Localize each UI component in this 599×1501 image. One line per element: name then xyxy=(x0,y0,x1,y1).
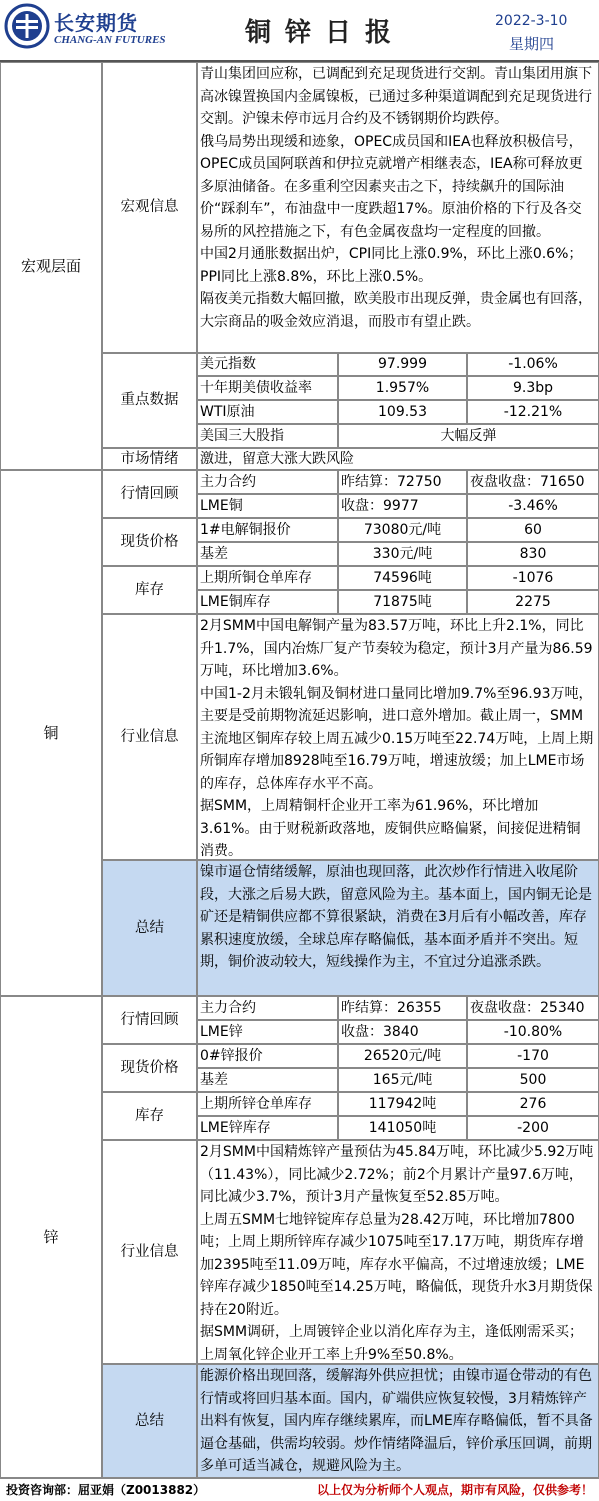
table-cell: 主力合约 xyxy=(197,996,338,1020)
table-cell: 1#电解铜报价 xyxy=(197,518,338,542)
table-cell: 830 xyxy=(467,542,599,566)
report-title: 铜锌日报 xyxy=(245,18,406,48)
key-data-name: 美国三大股指 xyxy=(197,424,338,448)
copper-summary-paragraph: 镍市逼仓情绪缓解，原油也现回落，此次炒作行情进入收尾阶段，大涨之后易大跌，留意风险为主。基本面上，国内铜无论是矿还是精铜供应都不算很紧缺，消费在3月后有小幅改善，库存累积速度放缓，全球总库存略偏低，基本面矛盾并不突出。短期，铜价波动较大，短线操作为主，不宜过分追涨杀跌。 xyxy=(200,864,592,970)
table-cell: 330元/吨 xyxy=(338,542,467,566)
zinc-industry-paragraph: 上周五SMM七地锌锭库存总量为28.42万吨，环比增加7800吨；上周上期所锌库存减少1075吨至17.17万吨，期货库存增加2395吨至11.09万吨，库存水平偏高，不过增速放缓；LME锌库存减少1850吨至14.25万吨，略偏低，现货升水3月期货保持在20附近。 xyxy=(200,1211,593,1318)
copper-industry-paragraph: 2月SMM中国电解铜产量为83.57万吨，环比上升2.1%，同比升1.7%，国内冶炼厂复产节奏较为稳定，预计3月产量为86.59万吨，环比增加3.6%。 xyxy=(200,618,593,679)
table-cell: 0#锌报价 xyxy=(197,1044,338,1068)
macro-info-text xyxy=(197,62,599,353)
zinc-summary-text xyxy=(197,1364,599,1478)
report-header xyxy=(0,0,599,62)
table-cell: 主力合约 xyxy=(197,470,338,494)
key-data-change: 9.3bp xyxy=(467,376,599,400)
table-cell: 74596吨 xyxy=(338,566,467,590)
key-data-value: 109.53 xyxy=(338,400,467,424)
zinc-industry-label: 行业信息 xyxy=(102,1140,197,1364)
table-cell: 60 xyxy=(467,518,599,542)
risk-disclaimer: 以上仅为分析师个人观点，期市有风险，仅供参考！ xyxy=(316,1483,593,1497)
zinc-spot-label: 现货价格 xyxy=(102,1044,197,1092)
copper-spot-label: 现货价格 xyxy=(102,518,197,566)
table-cell: 昨结算：72750 xyxy=(338,470,467,494)
table-cell: LME铜 xyxy=(197,494,338,518)
copper-review-label: 行情回顾 xyxy=(102,470,197,518)
table-cell: 收盘：9977 xyxy=(338,494,467,518)
macro-sentiment-value: 激进，留意大涨大跌风险 xyxy=(197,448,599,470)
table-cell: 上期所铜仓单库存 xyxy=(197,566,338,590)
macro-info-paragraph: 青山集团回应称，已调配到充足现货进行交割。青山集团用旗下高冰镍置换国内金属镍板，已通过多种渠道调配到充足现货进行交割。沪镍未停市远月合约及不锈钢期价均跌停。 xyxy=(200,66,592,127)
zinc-inventory-label: 库存 xyxy=(102,1092,197,1140)
table-cell: 夜盘收盘：25340 xyxy=(467,996,599,1020)
zinc-industry-paragraph: 据SMM调研，上周镀锌企业以消化库存为主，逢低刚需采买；上周氧化锌企业开工率上升9%至50.8%。 xyxy=(200,1324,584,1363)
macro-info-paragraph: 俄乌局势出现缓和迹象，OPEC成员国和IEA也释放积极信号，OPEC成员国阿联酋和伊拉克就增产相继表态，IEA称可释放更多原油储备。在多重利空因素夹击之下，持续飙升的国际油价“踩刹车”，布油盘中一度跌超17%。原油价格的下行及各交易所的风控措施之下，有色金属夜盘均一定程度的回撤。 xyxy=(200,133,583,240)
copper-industry-paragraph: 据SMM，上周精铜杆企业开工率为61.96%，环比增加3.61%。由于财税新政落地，废铜供应略偏紧，间接促进精铜消费。 xyxy=(200,798,581,859)
table-cell: -1076 xyxy=(467,566,599,590)
table-cell: 夜盘收盘：71650 xyxy=(467,470,599,494)
table-cell: 基差 xyxy=(197,542,338,566)
table-cell: 2275 xyxy=(467,590,599,614)
table-cell: -200 xyxy=(467,1116,599,1140)
table-cell: 昨结算：26355 xyxy=(338,996,467,1020)
key-data-value: 大幅反弹 xyxy=(338,424,599,448)
table-cell: 165元/吨 xyxy=(338,1068,467,1092)
table-cell: -3.46% xyxy=(467,494,599,518)
table-cell: LME锌库存 xyxy=(197,1116,338,1140)
copper-inventory-label: 库存 xyxy=(102,566,197,614)
analyst-contact: 投资咨询部：屈亚娟（Z0013882） xyxy=(6,1483,206,1497)
macro-info-label: 宏观信息 xyxy=(102,62,197,353)
section-macro: 宏观层面 xyxy=(0,62,102,470)
key-data-value: 1.957% xyxy=(338,376,467,400)
table-cell: 收盘：3840 xyxy=(338,1020,467,1044)
copper-industry-label: 行业信息 xyxy=(102,614,197,860)
macro-sentiment-label: 市场情绪 xyxy=(102,448,197,470)
key-data-name: WTI原油 xyxy=(197,400,338,424)
company-logo-icon xyxy=(4,3,50,49)
table-cell: 26520元/吨 xyxy=(338,1044,467,1068)
zinc-industry-paragraph: 2月SMM中国精炼锌产量预估为45.84万吨，环比减少5.92万吨（11.43%），同比减少2.72%；前2个月累计产量97.6万吨，同比减少3.7%，预计3月产量恢复至52.85万吨。 xyxy=(200,1144,594,1205)
report-footer xyxy=(0,1478,599,1501)
copper-summary-text xyxy=(197,860,599,996)
table-cell: 71875吨 xyxy=(338,590,467,614)
zinc-industry-text xyxy=(197,1140,599,1364)
table-cell: LME锌 xyxy=(197,1020,338,1044)
macro-key-label: 重点数据 xyxy=(102,353,197,448)
key-data-value: 97.999 xyxy=(338,353,467,376)
table-cell: 73080元/吨 xyxy=(338,518,467,542)
copper-summary-label: 总结 xyxy=(102,860,197,996)
table-cell: 上期所锌仓单库存 xyxy=(197,1092,338,1116)
key-data-change: -1.06% xyxy=(467,353,599,376)
zinc-review-label: 行情回顾 xyxy=(102,996,197,1044)
table-cell: -10.80% xyxy=(467,1020,599,1044)
table-cell: 500 xyxy=(467,1068,599,1092)
key-data-name: 十年期美债收益率 xyxy=(197,376,338,400)
section-copper: 铜 xyxy=(0,470,102,996)
section-zinc: 锌 xyxy=(0,996,102,1478)
company-name: 长安期货 xyxy=(54,11,138,35)
macro-info-paragraph: 隔夜美元指数大幅回撤，欧美股市出现反弹，贵金属也有回落，大宗商品的吸金效应消退，而股市有望止跌。 xyxy=(200,291,592,330)
copper-industry-paragraph: 中国1-2月未锻轧铜及铜材进口量同比增加9.7%至96.93万吨，主要是受前期物流延迟影响，进口意外增加。截止周一，SMM主流地区铜库存较上周五减少0.15万吨至22.74万吨，上周上期所铜库存增加8928吨至16.79万吨，增速放缓；加上LME市场的库存，总体库存水平不高。 xyxy=(200,685,594,792)
table-cell: 276 xyxy=(467,1092,599,1116)
table-cell: 141050吨 xyxy=(338,1116,467,1140)
company-name-en: CHANG-AN FUTURES xyxy=(54,34,166,46)
key-data-change: -12.21% xyxy=(467,400,599,424)
zinc-summary-label: 总结 xyxy=(102,1364,197,1478)
table-cell: 117942吨 xyxy=(338,1092,467,1116)
table-cell: LME铜库存 xyxy=(197,590,338,614)
report-date: 2022-3-10 xyxy=(495,13,568,29)
zinc-summary-paragraph: 能源价格出现回落，缓解海外供应担忧；由镍市逼仓带动的有色行情或将回归基本面。国内，矿端供应恢复较慢，3月精炼锌产出料有恢复，国内库存继续累库，而LME库存略偏低，暂不具备逼仓基础，供需均较弱。炒作情绪降温后，锌价承压回调，前期多单可适当减仓，规避风险为主。 xyxy=(200,1368,593,1474)
table-cell: -170 xyxy=(467,1044,599,1068)
table-cell: 基差 xyxy=(197,1068,338,1092)
copper-industry-text xyxy=(197,614,599,860)
key-data-name: 美元指数 xyxy=(197,353,338,376)
macro-info-paragraph: 中国2月通胀数据出炉，CPI同比上涨0.9%，环比上涨0.6%；PPI同比上涨8.8%，环比上涨0.5%。 xyxy=(200,246,583,285)
report-weekday: 星期四 xyxy=(509,35,555,53)
